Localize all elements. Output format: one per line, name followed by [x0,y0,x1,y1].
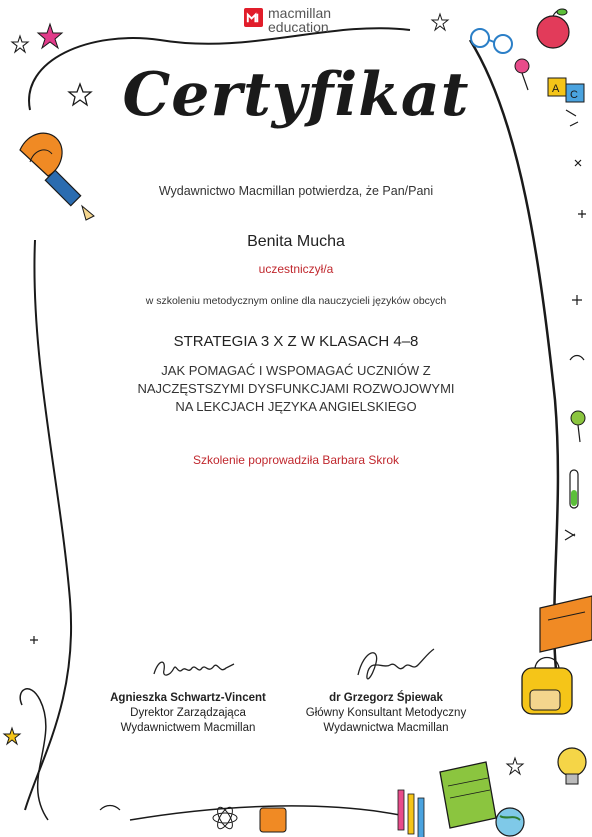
participant-name: Benita Mucha [247,233,345,250]
star-icon [432,14,448,30]
signer-name: Agnieszka Schwartz-Vincent [110,692,266,704]
pencils-icon [398,790,424,837]
course-subtitle [0,362,592,416]
glasses-icon [471,29,512,53]
trainer-text: Szkolenie poprowadziła Barbara Skrok [192,453,400,467]
bag-icon [260,808,286,832]
training-description: w szkoleniu metodycznym online dla nauczycieli języków obcych [145,295,447,307]
backpack-icon [522,658,572,715]
logo-line-1: macmillan [268,5,332,21]
macmillan-logo [244,6,331,34]
signer-name: dr Grzegorz Śpiewak [329,692,443,704]
signer-role: Dyrektor Zarządzająca [130,707,246,719]
course-subtitle-line: NAJCZĘSTSZYMI DYSFUNKCJAMI ROZWOJOWYMI [137,381,455,396]
apple-icon [537,9,569,48]
intro-text: Wydawnictwo Macmillan potwierdza, że Pan/Pani [158,184,434,198]
signer-role: Główny Konsultant Metodyczny [305,707,467,719]
signature-image-2 [350,645,440,689]
course-subtitle-line: NA LEKCJACH JĘZYKA ANGIELSKIEGO [175,399,417,414]
signature-image-1 [150,652,240,684]
macmillan-logo-icon [244,8,263,27]
star-icon [38,24,62,48]
svg-text:A: A [552,83,560,95]
signer-organization: Wydawnictwa Macmillan [323,722,449,734]
signature-block-1 [98,691,278,736]
book-icon [540,596,592,652]
test-tube-icon [570,470,578,508]
svg-text:C: C [570,89,578,101]
certificate-title: Certyfikat [122,60,470,130]
border-left-curve [25,240,71,810]
participated-text: uczestniczył/a [258,262,334,276]
logo-line-2: education [268,19,329,35]
signature-block-2 [296,691,476,736]
signer-organization: Wydawnictwem Macmillan [120,722,256,734]
course-subtitle-line: JAK POMAGAĆ I WSPOMAGAĆ UCZNIÓW Z [161,363,431,378]
course-title: STRATEGIA 3 X Z W KLASACH 4–8 [173,333,419,350]
globe-icon [496,808,524,836]
rocket-icon [20,133,94,220]
notebook-icon [440,762,496,828]
star-icon [507,758,523,774]
star-icon [12,36,28,52]
star-icon [4,728,20,744]
lightbulb-icon [558,748,586,784]
border-left-spiral [20,689,48,820]
